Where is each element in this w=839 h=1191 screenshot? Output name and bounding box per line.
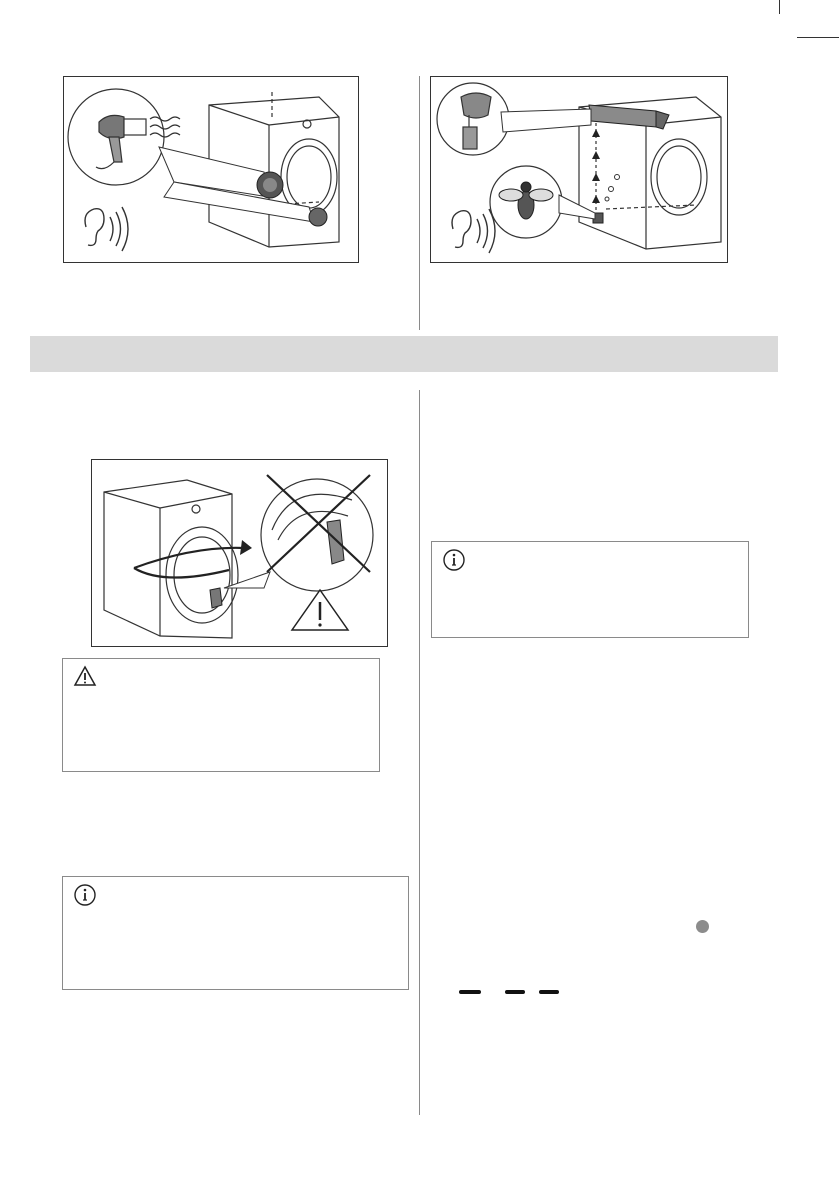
column-divider-bottom bbox=[419, 390, 420, 1115]
display-dash-segment bbox=[505, 990, 525, 994]
display-dash-segment bbox=[459, 990, 481, 994]
hair-dryer-noise-icon bbox=[64, 77, 358, 262]
section-header-bar bbox=[30, 336, 778, 372]
figure-dryer-noise bbox=[63, 76, 359, 263]
grey-dot-icon bbox=[696, 920, 709, 933]
water-container-icon bbox=[431, 77, 727, 262]
crop-mark-horizontal bbox=[797, 37, 839, 38]
info-notice-left bbox=[62, 876, 409, 990]
info-icon bbox=[73, 883, 97, 907]
warning-notice bbox=[62, 658, 380, 772]
display-dash-segment bbox=[539, 990, 559, 994]
section-title bbox=[30, 336, 778, 354]
column-divider-top bbox=[419, 76, 420, 330]
figure-door-gasket bbox=[91, 459, 388, 647]
figure-water-container bbox=[430, 76, 728, 263]
crop-mark-vertical bbox=[779, 0, 780, 14]
door-gasket-warning-icon bbox=[92, 460, 387, 646]
warning-triangle-icon bbox=[73, 665, 97, 689]
info-icon bbox=[442, 548, 466, 572]
info-notice-right bbox=[431, 541, 749, 638]
